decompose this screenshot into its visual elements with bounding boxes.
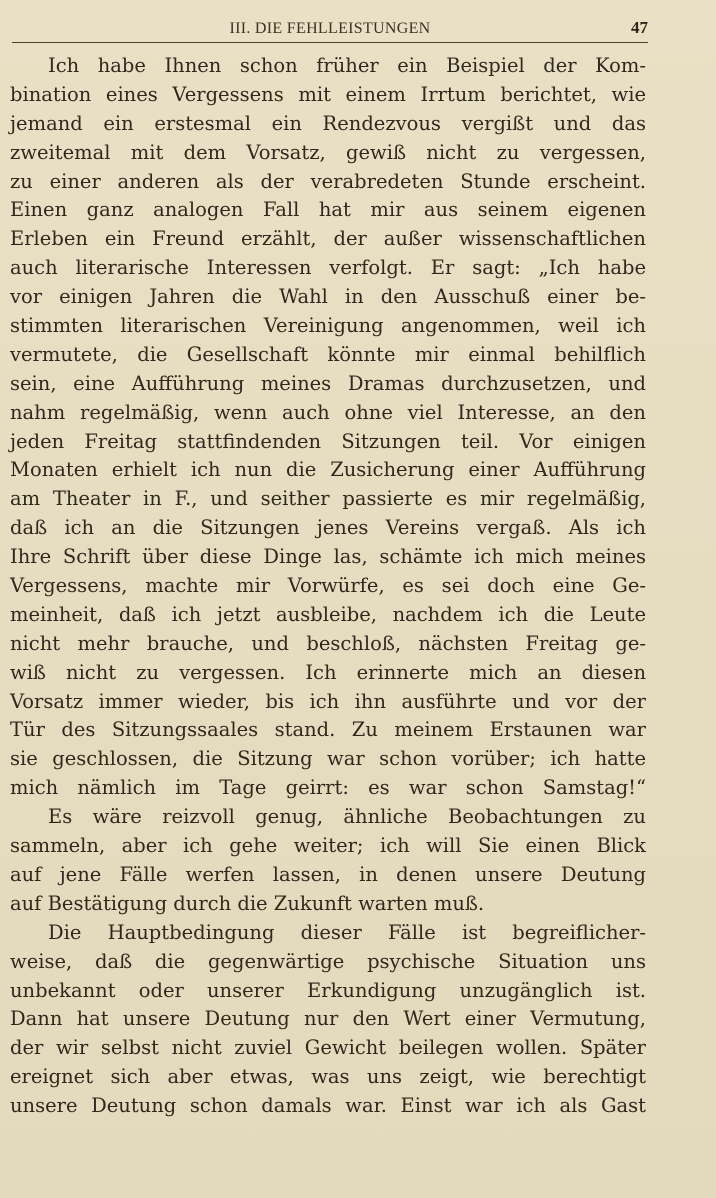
text-line: wiß nicht zu vergessen. Ich erinnerte mich an diesen (10, 660, 646, 684)
text-line: Ich habe Ihnen schon früher ein Beispiel der Kom- (48, 54, 646, 77)
text-line: unbekannt oder unserer Erkundigung unzugänglich ist. (10, 978, 646, 1002)
text-line: nicht mehr brauche, und beschloß, nächsten Freitag ge- (10, 631, 646, 655)
text-line: auf jene Fälle werfen lassen, in denen unsere Deutung (10, 862, 646, 886)
text-line: mich nämlich im Tage geirrt: es war schon Samstag!“ (10, 776, 646, 800)
text-line: sammeln, aber ich gehe weiter; ich will Sie einen Blick (10, 834, 646, 858)
text-line: sie geschlossen, die Sitzung war schon vorüber; ich hatte (10, 747, 646, 771)
page-number: 47 (631, 18, 648, 37)
text-line: jemand ein erstesmal ein Rendezvous vergißt und das (10, 111, 646, 135)
running-title: III. DIE FEHLLEISTUNGEN (229, 20, 431, 37)
text-line: Tür des Sitzungssaales stand. Zu meinem Erstaunen war (10, 718, 646, 742)
text-line: vermutete, die Gesellschaft könnte mir einmal behilflich (10, 342, 646, 366)
text-line: der wir selbst nicht zuviel Gewicht beilegen wollen. Später (10, 1036, 646, 1060)
text-line: daß ich an die Sitzungen jenes Vereins vergaß. Als ich (10, 516, 646, 540)
text-line: Die Hauptbedingung dieser Fälle ist begreiflicher- (48, 920, 646, 944)
text-line: auf Bestätigung durch die Zukunft warten muß. (10, 891, 485, 915)
text-line: zweitemal mit dem Vorsatz, gewiß nicht zu vergessen, (10, 140, 646, 164)
text-line: am Theater in F., und seither passierte es mir regelmäßig, (10, 487, 646, 511)
body-text (10, 52, 646, 1121)
page-header (12, 18, 648, 43)
text-line: Einen ganz analogen Fall hat mir aus seinem eigenen (10, 198, 646, 222)
text-line: sein, eine Aufführung meines Dramas durchzusetzen, und (10, 371, 646, 395)
text-line: Vergessens, machte mir Vorwürfe, es sei doch eine Ge- (10, 574, 646, 598)
text-line: Ihre Schrift über diese Dinge las, schämte ich mich meines (10, 545, 646, 569)
text-line: auch literarische Interessen verfolgt. Er sagt: „Ich habe (10, 256, 646, 280)
text-line: unsere Deutung schon damals war. Einst war ich als Gast (10, 1094, 646, 1118)
text-line: bination eines Vergessens mit einem Irrtum berichtet, wie (10, 82, 646, 106)
text-line: meinheit, daß ich jetzt ausbleibe, nachdem ich die Leute (10, 602, 646, 626)
text-line: Dann hat unsere Deutung nur den Wert einer Vermutung, (10, 1007, 646, 1031)
text-line: Vorsatz immer wieder, bis ich ihn ausführte und vor der (10, 689, 646, 713)
text-line: Erleben ein Freund erzählt, der außer wissenschaftlichen (10, 227, 646, 251)
text-line: zu einer anderen als der verabredeten Stunde erscheint. (10, 169, 646, 193)
text-line: stimmten literarischen Vereinigung angenommen, weil ich (10, 314, 646, 338)
text-line: weise, daß die gegenwärtige psychische Situation uns (10, 949, 646, 973)
text-line: vor einigen Jahren die Wahl in den Ausschuß einer be- (10, 285, 646, 309)
text-line: Es wäre reizvoll genug, ähnliche Beobachtungen zu (48, 805, 646, 829)
text-line: Monaten erhielt ich nun die Zusicherung einer Aufführung (10, 458, 646, 482)
text-line: nahm regelmäßig, wenn auch ohne viel Interesse, an den (10, 400, 646, 424)
text-line: ereignet sich aber etwas, was uns zeigt, wie berechtigt (10, 1065, 646, 1089)
text-line: jeden Freitag stattfindenden Sitzungen teil. Vor einigen (10, 429, 646, 453)
